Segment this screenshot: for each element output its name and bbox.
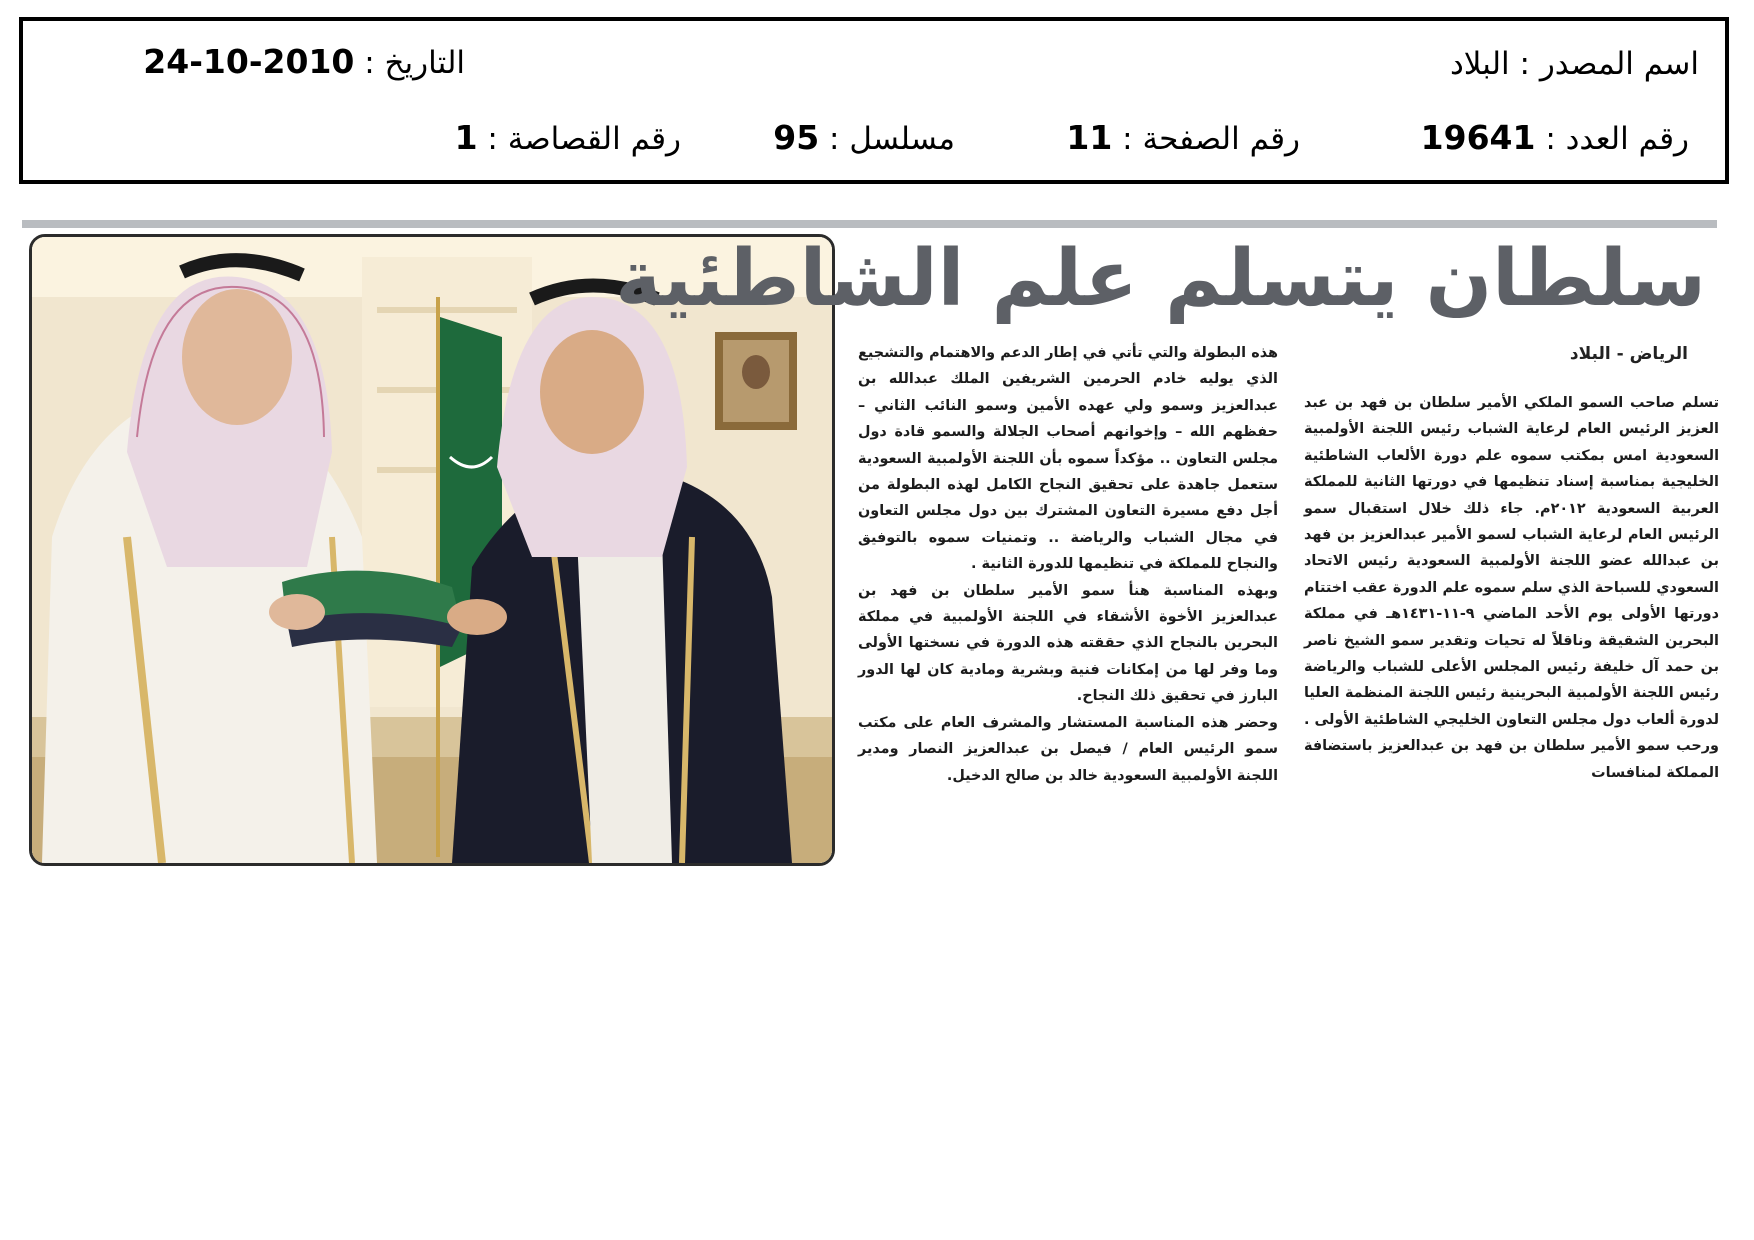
source-value: البلاد [1449, 46, 1510, 82]
date-field [143, 43, 465, 82]
article-column-right [1304, 390, 1719, 786]
column-left-paragraph-3: وحضر هذه المناسبة المستشار والمشرف العام على مكتب سمو الرئيس العام / فيصل بن عبدالعزيز النصار ومدير اللجنة الأولمبية السعودية خالد بن صالح الدخيل. [858, 714, 1278, 784]
article-headline: سلطان يتسلم علم الشاطئية [615, 234, 1706, 324]
serial-field [773, 119, 955, 158]
serial-value: 95 [773, 118, 820, 157]
clip-field [455, 119, 681, 158]
serial-label: مسلسل : [829, 121, 955, 157]
clip-value: 1 [454, 118, 478, 157]
page-label: رقم الصفحة : [1122, 121, 1300, 157]
column-right-text: تسلم صاحب السمو الملكي الأمير سلطان بن فهد بن عبد العزيز الرئيس العام لرعاية الشباب رئيس اللجنة الأولمبية السعودية امس بمكتب سموه علم دورة الألعاب الشاطئية الخليجية بمناسبة إسناد تنظيمها في دورتها الثانية للمملكة العربية السعودية ٢٠١٢م. جاء ذلك خلال استقبال سمو الرئيس العام لرعاية الشباب لسمو الأمير عبدالعزيز بن فهد بن عبدالله عضو اللجنة الأولمبية السعودية رئيس الاتحاد السعودي للسباحة الذي سلم سموه علم الدورة عقب اختتام دورتها الأولى يوم الأحد الماضي ٩-١١-١٤٣١هـ في مملكة البحرين الشقيقة وناقلاً له تحيات وتقدير سمو الشيخ ناصر بن حمد آل خليفة رئيس المجلس الأعلى للشباب والرياضة رئيس اللجنة الأولمبية البحرينية رئيس اللجنة المنظمة العليا لدورة ألعاب دول مجلس التعاون الخليجي الشاطئية الأولى . ورحب سمو الأمير سلطان بن فهد بن عبدالعزيز باستضافة المملكة لمنافسات [1304, 395, 1719, 781]
date-value: 24-10-2010 [143, 42, 355, 81]
page-value: 11 [1066, 118, 1113, 157]
column-left-paragraph-2: وبهذه المناسبة هنأ سمو الأمير سلطان بن فهد بن عبدالعزيز الأخوة الأشقاء في اللجنة الأولمبية في مملكة البحرين بالنجاح الذي حققته هذه الدورة في نسختها الأولى وما وفر لها من إمكانات فنية وبشرية ومادية كان لها الدور البارز في تحقيق ذلك النجاح. [858, 582, 1278, 705]
column-left-paragraph-1: هذه البطولة والتي تأتي في إطار الدعم والاهتمام والتشجيع الذي يوليه خادم الحرمين الشريفين الملك عبدالله بن عبدالعزيز وسمو ولي عهده الأمين وسمو النائب الثاني – حفظهم الله – وإخوانهم أصحاب الجلالة والسمو قادة دول مجلس التعاون .. مؤكداً سموه بأن اللجنة الأولمبية السعودية ستعمل جاهدة على تحقيق النجاح الكامل لهذه البطولة من أجل دفع مسيرة التعاون المشترك بين دول مجلس التعاون في مجال الشباب والرياضة .. وتمنيات سموه بالتوفيق والنجاح للمملكة في تنظيمها للدورة الثانية . [858, 345, 1278, 573]
issue-field [1421, 119, 1689, 158]
issue-label: رقم العدد : [1545, 121, 1689, 157]
document-header [19, 17, 1729, 184]
date-label: التاريخ : [364, 45, 465, 81]
article-dateline: الرياض - البلاد [1569, 344, 1688, 364]
source-field [1450, 45, 1699, 83]
clip-label: رقم القصاصة : [487, 121, 681, 157]
source-label: اسم المصدر : [1519, 46, 1699, 82]
page-field [1066, 119, 1300, 158]
article-column-left [858, 340, 1278, 789]
issue-value: 19641 [1420, 118, 1536, 157]
